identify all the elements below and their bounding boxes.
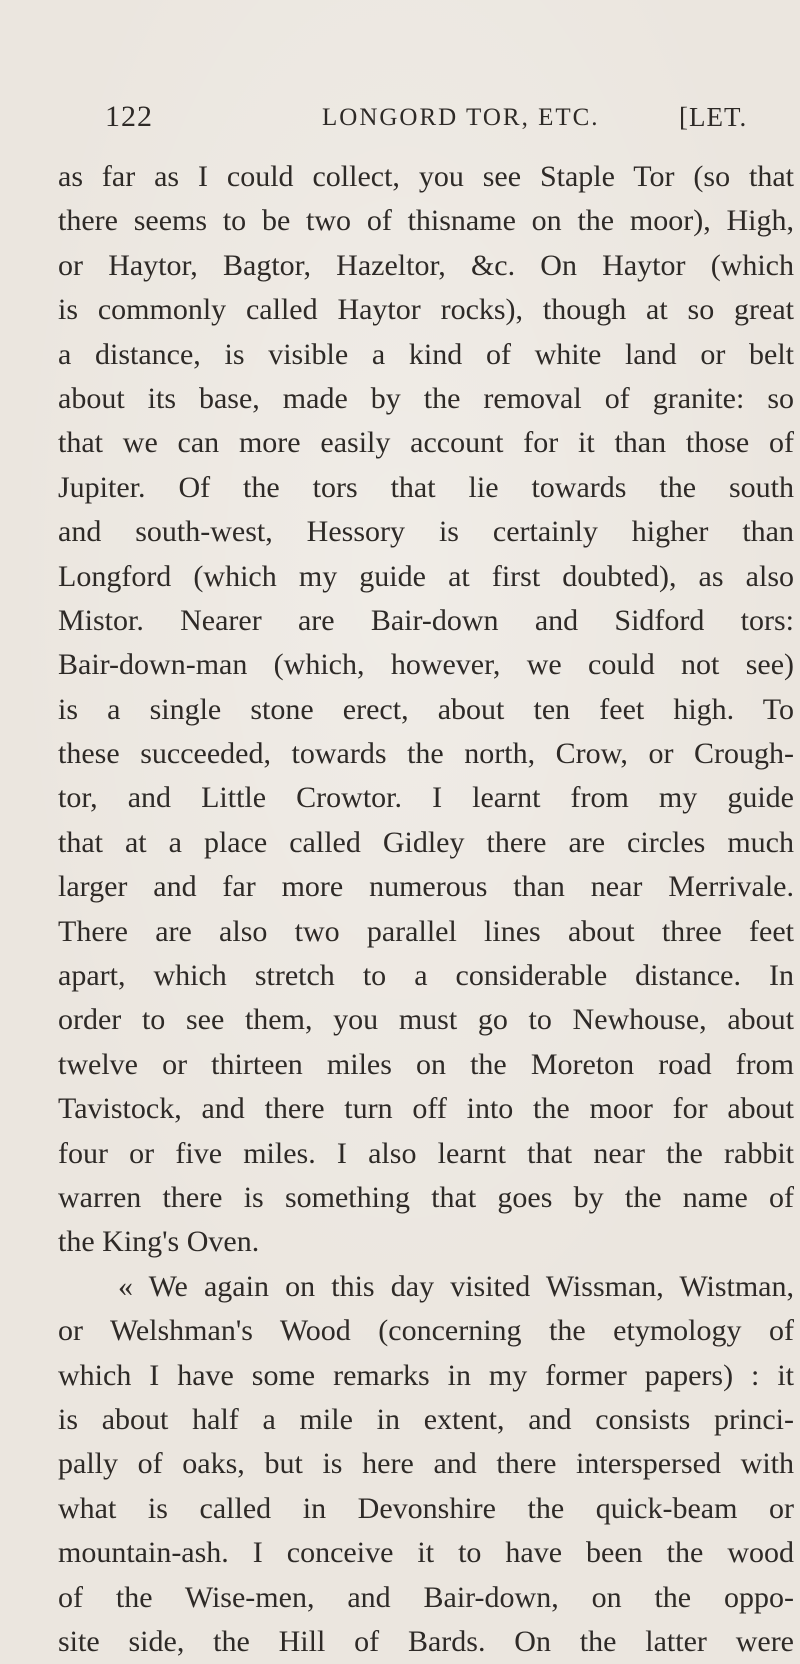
paragraph-start-line: « We again on this day visited Wissman, Wistman, — [118, 1269, 794, 1303]
text-line: There are also two parallel lines about three feet — [58, 914, 794, 948]
text-line: these succeeded, towards the north, Crow, or Crough- — [58, 737, 794, 771]
text-line: warren there is something that goes by the name of — [58, 1180, 794, 1214]
running-head: LONGORD TOR, ETC. — [322, 104, 600, 131]
text-line: there seems to be two of thisname on the moor), High, — [58, 204, 794, 238]
text-line: is commonly called Haytor rocks), though at so great — [58, 293, 794, 327]
text-line: larger and far more numerous than near Merrivale. — [58, 870, 794, 904]
text-line: site side, the Hill of Bards. On the latter were — [58, 1624, 794, 1658]
text-line: four or five miles. I also learnt that near the rabbit — [58, 1136, 794, 1170]
text-line: order to see them, you must go to Newhouse, about — [58, 1003, 794, 1037]
text-line: about its base, made by the removal of granite: so — [58, 381, 794, 415]
page-header — [0, 100, 800, 144]
text-line: or Haytor, Bagtor, Hazeltor, &c. On Haytor (which — [58, 248, 794, 282]
text-line: mountain-ash. I conceive it to have been the wood — [58, 1536, 794, 1570]
body-text — [58, 155, 794, 1664]
section-mark: [LET. — [679, 102, 748, 132]
text-line: what is called in Devonshire the quick-beam or — [58, 1491, 794, 1525]
text-line: apart, which stretch to a considerable distance. In — [58, 959, 794, 993]
text-line: pally of oaks, but is here and there interspersed with — [58, 1447, 794, 1481]
text-line: Mistor. Nearer are Bair-down and Sidford tors: — [58, 603, 794, 637]
text-line: Jupiter. Of the tors that lie towards the south — [58, 470, 794, 504]
text-line: is about half a mile in extent, and consists princi- — [58, 1402, 794, 1436]
text-line: Longford (which my guide at first doubted), as also — [58, 559, 794, 593]
text-line: a distance, is visible a kind of white land or belt — [58, 337, 794, 371]
text-line: is a single stone erect, about ten feet high. To — [58, 692, 794, 726]
text-line: or Welshman's Wood (concerning the etymology of — [58, 1314, 794, 1348]
paragraph-end-line: the King's Oven. — [58, 1225, 260, 1259]
text-line: twelve or thirteen miles on the Moreton road from — [58, 1047, 794, 1081]
text-line: Bair-down-man (which, however, we could not see) — [58, 648, 794, 682]
page-number: 122 — [105, 100, 153, 133]
text-line: that we can more easily account for it than those of — [58, 426, 794, 460]
text-line: and south-west, Hessory is certainly higher than — [58, 515, 794, 549]
text-line: tor, and Little Crowtor. I learnt from my guide — [58, 781, 794, 815]
text-line: which I have some remarks in my former papers) : it — [58, 1358, 794, 1392]
text-line: that at a place called Gidley there are circles much — [58, 825, 794, 859]
text-line: as far as I could collect, you see Staple Tor (so that — [58, 160, 794, 193]
text-line: Tavistock, and there turn off into the moor for about — [58, 1092, 794, 1126]
text-line: of the Wise-men, and Bair-down, on the oppo- — [58, 1580, 794, 1614]
